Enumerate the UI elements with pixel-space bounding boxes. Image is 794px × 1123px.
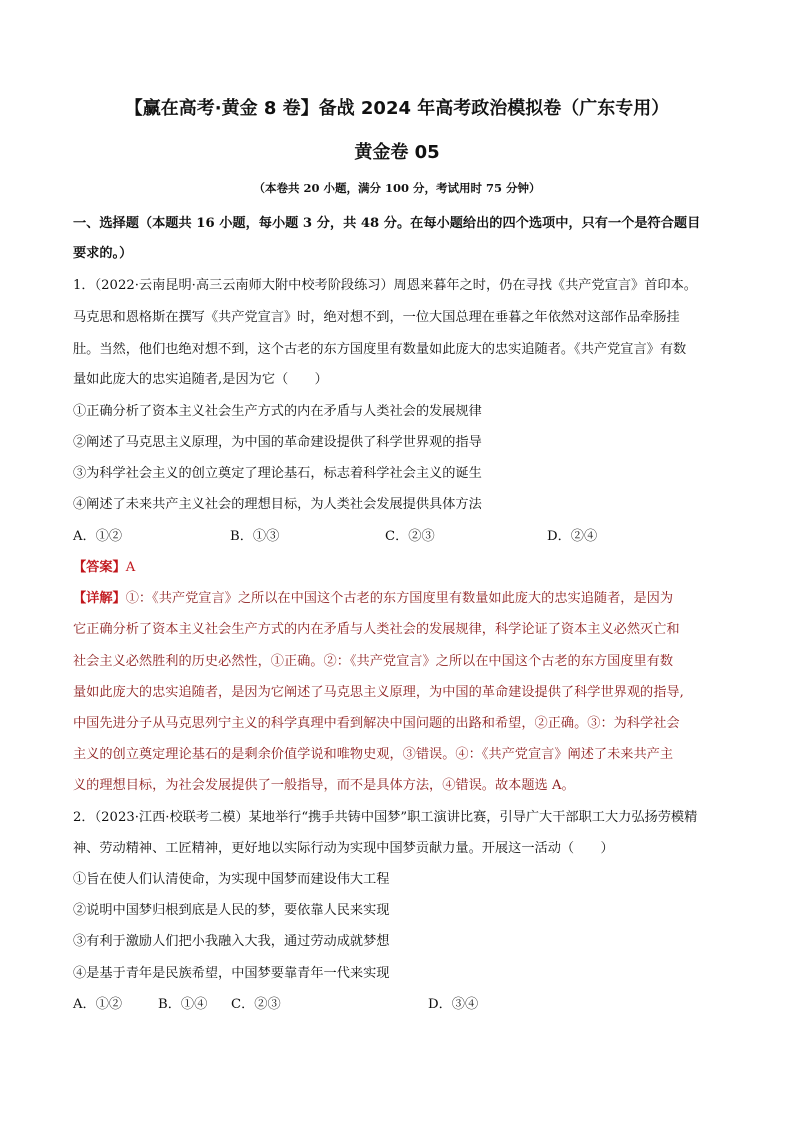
q1-option-b: B．①③	[230, 529, 280, 544]
q1-stem-line: 马克思和恩格斯在撰写《共产党宣言》时，绝对想不到，一位大国总理在垂暮之年依然对这部作品牵肠挂	[73, 310, 680, 325]
q1-stem-line: 量如此庞大的忠实追随者,是因为它（ ）	[73, 372, 328, 387]
section-heading-line2: 要求的。）	[73, 246, 133, 261]
q2-option-a: A．①②	[73, 997, 123, 1012]
q1-option-d: D．②④	[547, 529, 598, 544]
answer-value: A	[125, 560, 136, 575]
q2-item: ①旨在使人们认清使命，为实现中国梦而建设伟大工程	[73, 872, 390, 887]
q1-option-c: C．②③	[385, 529, 435, 544]
q1-item: ④阐述了未来共产主义社会的理想目标，为人类社会发展提供具体方法	[73, 497, 482, 512]
section-heading-line1: 一、选择题（本题共 16 小题，每小题 3 分，共 48 分。在每小题给出的四个选项中，只有一个是符合题目	[73, 216, 701, 231]
q2-stem-line: 神、劳动精神、工匠精神，更好地以实际行动为实现中国梦贡献力量。开展这一活动（ ）	[73, 841, 614, 856]
q2-option-d: D．③④	[428, 997, 479, 1012]
q2-option-c: C．②③	[231, 997, 281, 1012]
detail-text: ①：《共产党宣言》之所以在中国这个古老的东方国度里有数量如此庞大的忠实追随者，是因为	[125, 591, 674, 606]
q2-option-b: B．①④	[158, 997, 208, 1012]
q1-detail-line: 它正确分析了资本主义社会生产方式的内在矛盾与人类社会的发展规律，科学论证了资本主义必然灭亡和	[73, 622, 680, 637]
q1-stem-line: 1．（2022·云南昆明·高三云南师大附中校考阶段练习）周恩来暮年之时，仍在寻找《共产党宣言》首印本。	[73, 278, 697, 293]
document-title: 【赢在高考·黄金 8 卷】备战 2024 年高考政治模拟卷（广东专用）	[124, 98, 670, 119]
q1-detail-line: 主义的创立奠定理论基石的是剩余价值学说和唯物史观，③错误。④：《共产党宣言》阐述了未来共产主	[73, 747, 674, 762]
q1-detail-line: 量如此庞大的忠实追随者，是因为它阐述了马克思主义原理，为中国的革命建设提供了科学世界观的指导,	[73, 685, 684, 700]
q1-detail-line	[73, 587, 673, 606]
q1-answer	[73, 556, 135, 575]
q2-item: ②说明中国梦归根到底是人民的梦，要依靠人民来实现	[73, 903, 390, 918]
q1-item: ②阐述了马克思主义原理，为中国的革命建设提供了科学世界观的指导	[73, 435, 482, 450]
q1-item: ③为科学社会主义的创立奠定了理论基石，标志着科学社会主义的诞生	[73, 466, 482, 481]
q2-item: ③有利于激励人们把小我融入大我，通过劳动成就梦想	[73, 934, 390, 949]
q1-stem-line: 肚。当然，他们也绝对想不到，这个古老的东方国度里有数量如此庞大的忠实追随者。《共产党宣言》有数	[73, 342, 687, 357]
q1-detail-line: 社会主义必然胜利的历史必然性，①正确。②：《共产党宣言》之所以在中国这个古老的东方国度里有数	[73, 654, 674, 669]
exam-note: （本卷共 20 小题，满分 100 分，考试用时 75 分钟）	[253, 181, 541, 195]
q2-item: ④是基于青年是民族希望，中国梦要靠青年一代来实现	[73, 966, 390, 981]
q1-item: ①正确分析了资本主义社会生产方式的内在矛盾与人类社会的发展规律	[73, 404, 482, 419]
document-subtitle: 黄金卷 05	[354, 142, 440, 163]
q1-option-a: A．①②	[73, 529, 123, 544]
q1-detail-line: 义的理想目标，为社会发展提供了一般指导，而不是具体方法，④错误。故本题选 A。	[73, 778, 575, 793]
detail-label: 【详解】	[73, 591, 126, 606]
answer-label: 【答案】	[73, 560, 126, 575]
q1-detail-line: 中国先进分子从马克思列宁主义的科学真理中看到解决中国问题的出路和希望，②正确。③：为科学社会	[73, 716, 680, 731]
q2-stem-line: 2．（2023·江西·校联考二模）某地举行“携手共铸中国梦”职工演讲比赛，引导广大干部职工大力弘扬劳模精	[73, 810, 698, 825]
